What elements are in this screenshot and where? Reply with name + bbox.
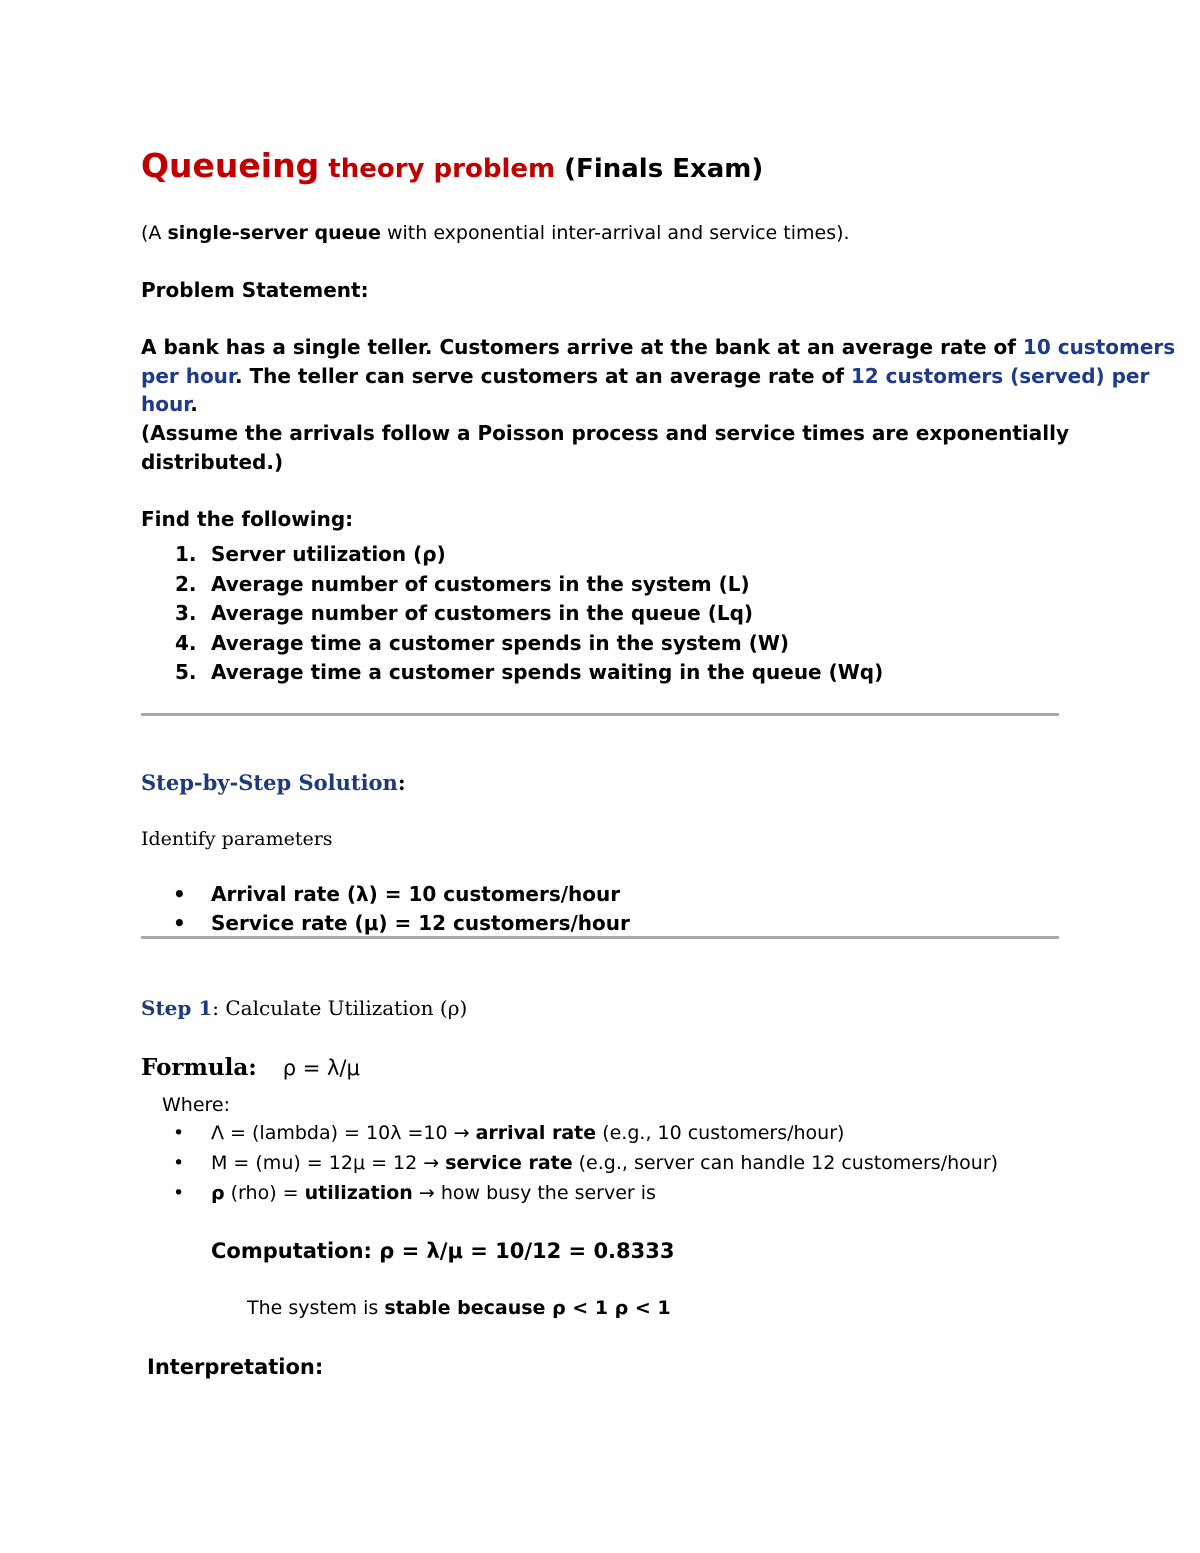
list-item bbox=[141, 1178, 998, 1208]
rho-symbol: ρ bbox=[211, 1182, 225, 1204]
lambda-term: arrival rate bbox=[475, 1122, 597, 1144]
step-1-title: : Calculate Utilization (ρ) bbox=[212, 996, 468, 1020]
formula-line bbox=[141, 1054, 360, 1081]
bullet: • bbox=[173, 1152, 185, 1174]
bullet: • bbox=[173, 882, 186, 906]
bullet: • bbox=[173, 1122, 185, 1144]
solution-heading-text: Step-by-Step Solution bbox=[141, 770, 398, 795]
title-part-1: Queueing bbox=[141, 146, 320, 185]
list-item bbox=[141, 658, 883, 688]
list-text: Average number of customers in the queue (Lq) bbox=[211, 601, 754, 625]
assumption-line-2: distributed.) bbox=[141, 450, 284, 474]
service-rate-highlight-2: hour bbox=[141, 392, 191, 416]
problem-heading: Problem Statement: bbox=[141, 278, 369, 302]
list-number: 5. bbox=[175, 660, 197, 684]
stability-bold: stable because ρ < 1 ρ < 1 bbox=[384, 1297, 671, 1319]
identify-parameters: Identify parameters bbox=[141, 828, 333, 850]
computation: Computation: ρ = λ/μ = 10/12 = 0.8333 bbox=[211, 1239, 675, 1263]
stability-note bbox=[247, 1297, 671, 1319]
list-text: Server utilization (ρ) bbox=[211, 542, 446, 566]
list-item bbox=[141, 1118, 998, 1148]
rho-example: → how busy the server is bbox=[412, 1182, 656, 1204]
mu-example: (e.g., server can handle 12 customers/hour) bbox=[572, 1152, 999, 1174]
problem-line-3 bbox=[141, 390, 198, 419]
stability-pre: The system is bbox=[247, 1297, 385, 1319]
mu-term: service rate bbox=[445, 1152, 573, 1174]
bullet: • bbox=[173, 910, 186, 935]
solution-heading-colon: : bbox=[397, 770, 406, 795]
step-1-heading bbox=[141, 996, 467, 1020]
lambda-example: (e.g., 10 customers/hour) bbox=[596, 1122, 845, 1144]
list-number: 2. bbox=[175, 571, 197, 596]
problem-text-1: A bank has a single teller. Customers arrive at the bank at an average rate of bbox=[141, 335, 1023, 359]
arrival-rate-highlight: 10 customers bbox=[1022, 335, 1176, 359]
find-list bbox=[141, 540, 883, 688]
list-item bbox=[141, 629, 883, 659]
list-number: 3. bbox=[175, 601, 197, 625]
subtitle-bold: single-server queue bbox=[167, 222, 381, 244]
rho-def: (rho) = bbox=[224, 1182, 305, 1204]
arrival-rate-param: Arrival rate (λ) = 10 customers/hour bbox=[211, 882, 621, 906]
find-heading: Find the following: bbox=[141, 507, 354, 531]
step-1-label: Step 1 bbox=[141, 996, 213, 1020]
problem-line-2 bbox=[141, 362, 1149, 391]
where-label: Where: bbox=[162, 1094, 231, 1116]
title-part-3: (Finals Exam) bbox=[564, 154, 764, 184]
list-item bbox=[141, 1148, 998, 1178]
list-item bbox=[141, 570, 883, 600]
formula-label: Formula: bbox=[141, 1054, 257, 1081]
title-part-2: theory problem bbox=[328, 154, 556, 184]
service-rate-param: Service rate (μ) = 12 customers/hour bbox=[211, 910, 630, 935]
list-text: Average time a customer spends waiting in the queue (Wq) bbox=[211, 660, 884, 684]
list-item bbox=[141, 599, 883, 629]
subtitle-post: with exponential inter-arrival and service times). bbox=[380, 222, 850, 244]
service-rate-highlight: 12 customers (served) per bbox=[850, 364, 1150, 388]
rho-term: utilization bbox=[304, 1182, 413, 1204]
solution-heading bbox=[141, 770, 406, 795]
list-text: Average number of customers in the system (L) bbox=[211, 571, 750, 596]
lambda-def: Λ = (lambda) = 10λ =10 → bbox=[211, 1122, 476, 1144]
list-number: 1. bbox=[175, 542, 197, 566]
formula: ρ = λ/μ bbox=[282, 1056, 360, 1080]
list-item bbox=[141, 880, 630, 909]
mu-def: Μ = (mu) = 12μ = 12 → bbox=[211, 1152, 446, 1174]
assumption-line-1: (Assume the arrivals follow a Poisson process and service times are exponentially bbox=[141, 421, 1070, 445]
page-title bbox=[141, 146, 763, 185]
problem-text-2: . The teller can serve customers at an average rate of bbox=[234, 364, 851, 388]
bullet: • bbox=[173, 1182, 185, 1204]
list-item bbox=[141, 909, 630, 938]
list-text: Average time a customer spends in the system (W) bbox=[211, 630, 790, 655]
divider bbox=[141, 713, 1059, 716]
interpretation-heading: Interpretation: bbox=[147, 1355, 324, 1379]
where-list bbox=[141, 1118, 998, 1208]
list-item bbox=[141, 540, 883, 570]
parameter-list bbox=[141, 880, 630, 937]
arrival-rate-highlight-2: per hour bbox=[141, 364, 235, 388]
problem-line-1 bbox=[141, 333, 1175, 362]
divider bbox=[141, 936, 1059, 939]
problem-text-3: . bbox=[190, 392, 198, 416]
subtitle-pre: (A bbox=[141, 222, 168, 244]
subtitle bbox=[141, 222, 850, 244]
list-number: 4. bbox=[175, 630, 197, 655]
